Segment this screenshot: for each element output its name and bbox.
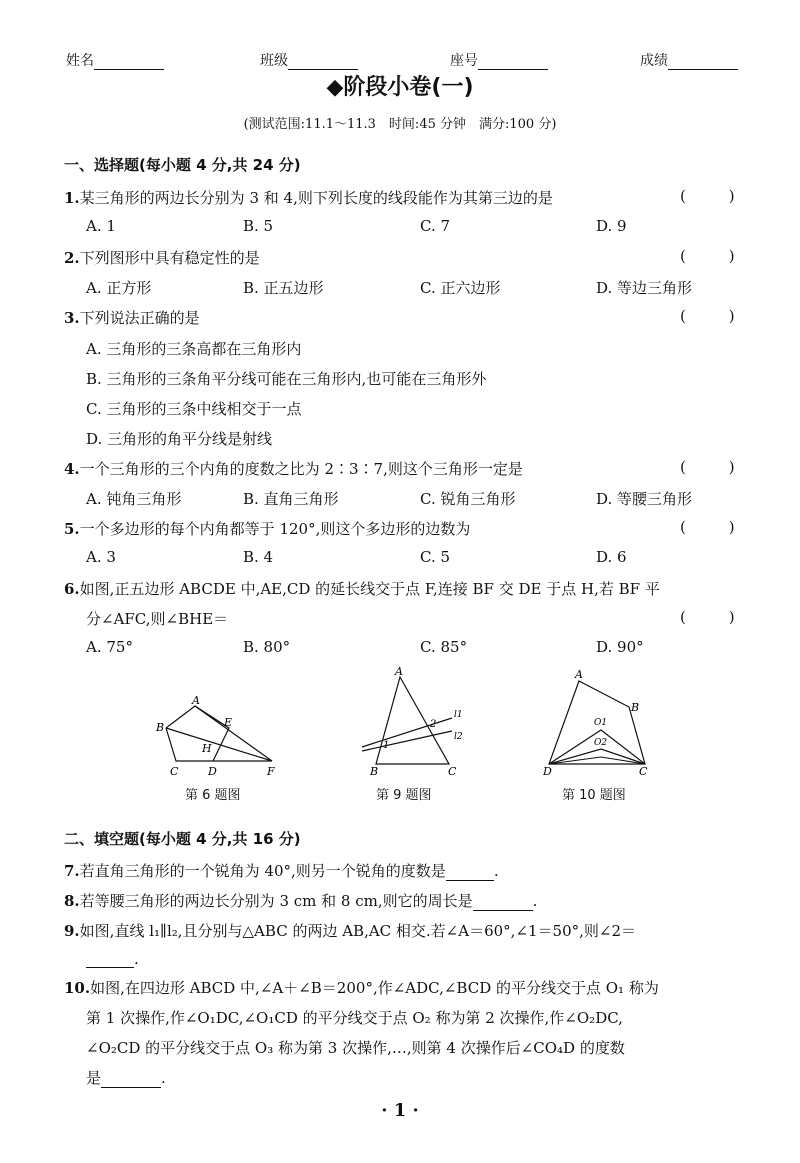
question-1: 1.某三角形的两边长分别为 3 和 4,则下列长度的线段能作为其第三边的是 bbox=[64, 189, 553, 207]
fig10-label-o2: O2 bbox=[594, 738, 608, 748]
section2-heading: 二、填空题(每小题 4 分,共 16 分) bbox=[64, 830, 301, 848]
class-field: 班级 bbox=[260, 50, 358, 70]
option-a: A. 3 bbox=[86, 548, 116, 566]
option-c: C. 锐角三角形 bbox=[420, 490, 516, 508]
option-a: A. 正方形 bbox=[86, 279, 152, 297]
question-9: 9.如图,直线 l₁∥l₂,且分别与△ABC 的两边 AB,AC 相交.若∠A＝60°,∠1＝50°,则∠2＝ bbox=[64, 922, 637, 940]
question-6: 6.如图,正五边形 ABCDE 中,AE,CD 的延长线交于点 F,连接 BF 交 DE 于点 H,若 BF 平 bbox=[64, 580, 660, 598]
score-field: 成绩 bbox=[640, 50, 738, 70]
question-10-line4: 是 . bbox=[86, 1069, 166, 1087]
question-10-line2: 第 1 次操作,作∠O₁DC,∠O₁CD 的平分线交于点 O₂ 称为第 2 次操作,作∠O₂DC, bbox=[86, 1009, 623, 1027]
answer-blank bbox=[446, 866, 494, 881]
question-3: 3.下列说法正确的是 bbox=[64, 309, 200, 327]
answer-bracket bbox=[680, 247, 735, 265]
option-a: A. 三角形的三条高都在三角形内 bbox=[86, 340, 302, 358]
option-b: B. 80° bbox=[243, 638, 291, 656]
figure-10-caption: 第 10 题图 bbox=[562, 788, 626, 803]
option-d: D. 等边三角形 bbox=[596, 279, 693, 297]
figure-9-caption: 第 9 题图 bbox=[376, 788, 432, 803]
option-b: B. 4 bbox=[243, 548, 274, 566]
option-d: D. 等腰三角形 bbox=[596, 490, 693, 508]
page-title: ◆阶段小卷(一) bbox=[326, 75, 474, 100]
answer-blank bbox=[101, 1073, 161, 1088]
option-c: C. 7 bbox=[420, 217, 451, 235]
seat-field: 座号 bbox=[450, 50, 548, 70]
section1-heading: 一、选择题(每小题 4 分,共 24 分) bbox=[64, 156, 301, 174]
figure-6-diagram bbox=[150, 690, 290, 785]
page-number: · 1 · bbox=[381, 1100, 419, 1121]
question-10: 10.如图,在四边形 ABCD 中,∠A＋∠B＝200°,作∠ADC,∠BCD 的平分线交于点 O₁ 称为 bbox=[64, 979, 659, 997]
fig6-label-e: E bbox=[224, 716, 233, 729]
option-c: C. 85° bbox=[420, 638, 468, 656]
option-c: C. 正六边形 bbox=[420, 279, 501, 297]
answer-bracket bbox=[680, 518, 735, 536]
fig6-label-b: B bbox=[156, 721, 165, 734]
question-6-cont: 分∠AFC,则∠BHE＝ bbox=[86, 610, 229, 628]
option-b: B. 5 bbox=[243, 217, 274, 235]
option-d: D. 90° bbox=[596, 638, 644, 656]
option-d: D. 三角形的角平分线是射线 bbox=[86, 430, 273, 448]
fig10-label-a: A bbox=[575, 668, 583, 681]
question-2: 2.下列图形中具有稳定性的是 bbox=[64, 249, 260, 267]
fig6-label-c: C bbox=[170, 765, 179, 778]
fig9-label-c: C bbox=[448, 765, 457, 778]
answer-blank bbox=[86, 953, 134, 968]
answer-bracket bbox=[680, 458, 735, 476]
question-10-line3: ∠O₂CD 的平分线交于点 O₃ 称为第 3 次操作,…,则第 4 次操作后∠CO₄D 的度数 bbox=[86, 1039, 625, 1057]
answer-bracket bbox=[680, 307, 735, 325]
fig10-label-b: B bbox=[631, 701, 640, 714]
fig10-label-o1: O1 bbox=[594, 718, 608, 728]
answer-bracket bbox=[680, 608, 735, 626]
answer-blank bbox=[473, 896, 533, 911]
answer-bracket bbox=[680, 187, 735, 205]
fig9-label-b: B bbox=[370, 765, 379, 778]
fig6-label-f: F bbox=[267, 765, 275, 778]
question-7: 7.若直角三角形的一个锐角为 40°,则另一个锐角的度数是 . bbox=[64, 862, 499, 880]
option-a: A. 75° bbox=[86, 638, 133, 656]
question-9-answer: . bbox=[86, 950, 139, 968]
fig6-label-a: A bbox=[192, 694, 200, 707]
option-c: C. 三角形的三条中线相交于一点 bbox=[86, 400, 302, 418]
option-d: D. 6 bbox=[596, 548, 627, 566]
fig6-label-d: D bbox=[208, 765, 217, 778]
fig9-angle-1: 1 bbox=[383, 740, 390, 751]
fig9-line-l2: l2 bbox=[454, 732, 463, 742]
option-a: A. 1 bbox=[86, 217, 116, 235]
option-b: B. 直角三角形 bbox=[243, 490, 339, 508]
fig9-angle-2: 2 bbox=[430, 719, 437, 730]
test-scope: (测试范围:11.1～11.3 时间:45 分钟 满分:100 分) bbox=[243, 117, 557, 132]
fig9-line-l1: l1 bbox=[454, 710, 463, 720]
figure-6-caption: 第 6 题图 bbox=[185, 788, 241, 803]
figure-9-diagram bbox=[350, 665, 480, 780]
fig6-label-h: H bbox=[202, 742, 212, 755]
option-b: B. 正五边形 bbox=[243, 279, 324, 297]
question-8: 8.若等腰三角形的两边长分别为 3 cm 和 8 cm,则它的周长是 . bbox=[64, 892, 538, 910]
name-field: 姓名 bbox=[66, 50, 164, 70]
option-d: D. 9 bbox=[596, 217, 627, 235]
question-5: 5.一个多边形的每个内角都等于 120°,则这个多边形的边数为 bbox=[64, 520, 471, 538]
fig10-label-d: D bbox=[543, 765, 552, 778]
question-4: 4.一个三角形的三个内角的度数之比为 2∶3∶7,则这个三角形一定是 bbox=[64, 460, 523, 478]
option-b: B. 三角形的三条角平分线可能在三角形内,也可能在三角形外 bbox=[86, 370, 487, 388]
option-c: C. 5 bbox=[420, 548, 451, 566]
fig10-label-c: C bbox=[639, 765, 648, 778]
figure-10-diagram bbox=[535, 665, 665, 780]
option-a: A. 钝角三角形 bbox=[86, 490, 182, 508]
fig9-label-a: A bbox=[395, 665, 403, 678]
